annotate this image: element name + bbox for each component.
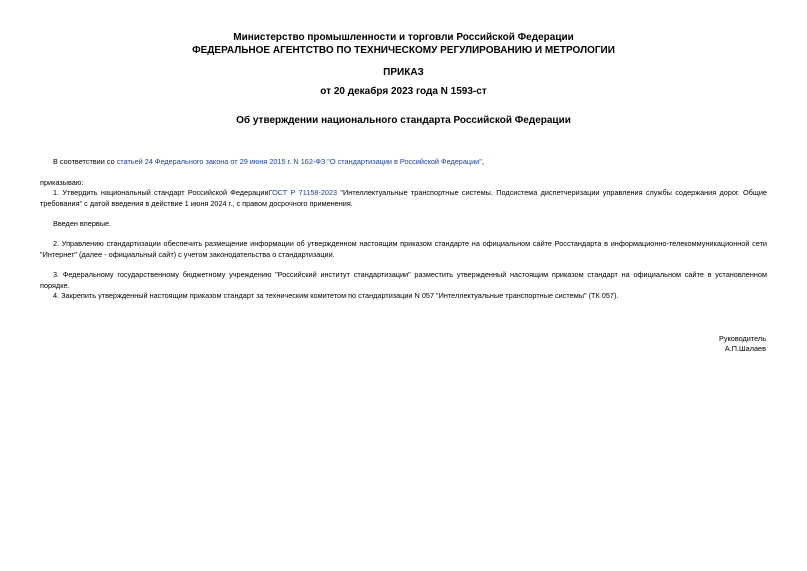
ministry-name: Министерство промышленности и торговли Российской Федерации	[233, 32, 574, 43]
law-article-link[interactable]: статьей 24 Федерального закона от 29 июня 2015 г. N 162-ФЗ "О стандартизации в Российской Федерации"	[116, 157, 482, 166]
item-2-paragraph: 2. Управлению стандартизации обеспечить размещение информации об утвержденном настоящим приказом стандарте на официальном сайте Росстандарта в информационно-телекоммуникационной сети "Интернет" (далее - официальный сайт) с учетом законодательства о стандартизации.	[40, 239, 767, 259]
order-type: ПРИКАЗ	[383, 67, 424, 78]
item-1-suffix: "Интеллектуальные транспортные системы. Подсистема диспетчеризации управления службы содержания дорог. Общие требования" с датой введения в действие 1 июня 2024 г., с правом досрочного применения.	[40, 188, 767, 208]
preamble-suffix: ,	[481, 157, 484, 166]
gost-standard-link[interactable]: ГОСТ Р 71158-2023	[268, 188, 338, 197]
introduced-note: Введен впервые.	[53, 219, 112, 228]
order-date: от 20 декабря 2023 года N 1593-ст	[320, 86, 487, 97]
order-word: приказываю:	[40, 178, 84, 187]
item-1-prefix: 1. Утвердить национальный стандарт Российской Федерации	[53, 188, 269, 197]
item-3-paragraph: 3. Федеральному государственному бюджетному учреждению "Российский институт стандартизации" разместить утвержденный настоящим приказом стандарт на официальном сайте в установленном порядке.	[40, 270, 767, 290]
signature-title: Руководитель	[718, 334, 766, 343]
preamble-prefix: В соответствии со	[53, 157, 117, 166]
preamble-paragraph	[40, 157, 767, 168]
item-1-paragraph	[40, 188, 767, 210]
signature-name: А.П.Шалаев	[724, 344, 766, 353]
order-subject: Об утверждении национального стандарта Российской Федерации	[236, 115, 571, 126]
item-4-paragraph: 4. Закрепить утвержденный настоящим приказом стандарт за техническим комитетом по стандартизации N 057 "Интеллектуальные транспортные системы" (ТК 057).	[53, 291, 619, 300]
agency-name: ФЕДЕРАЛЬНОЕ АГЕНТСТВО ПО ТЕХНИЧЕСКОМУ РЕГУЛИРОВАНИЮ И МЕТРОЛОГИИ	[192, 45, 615, 56]
